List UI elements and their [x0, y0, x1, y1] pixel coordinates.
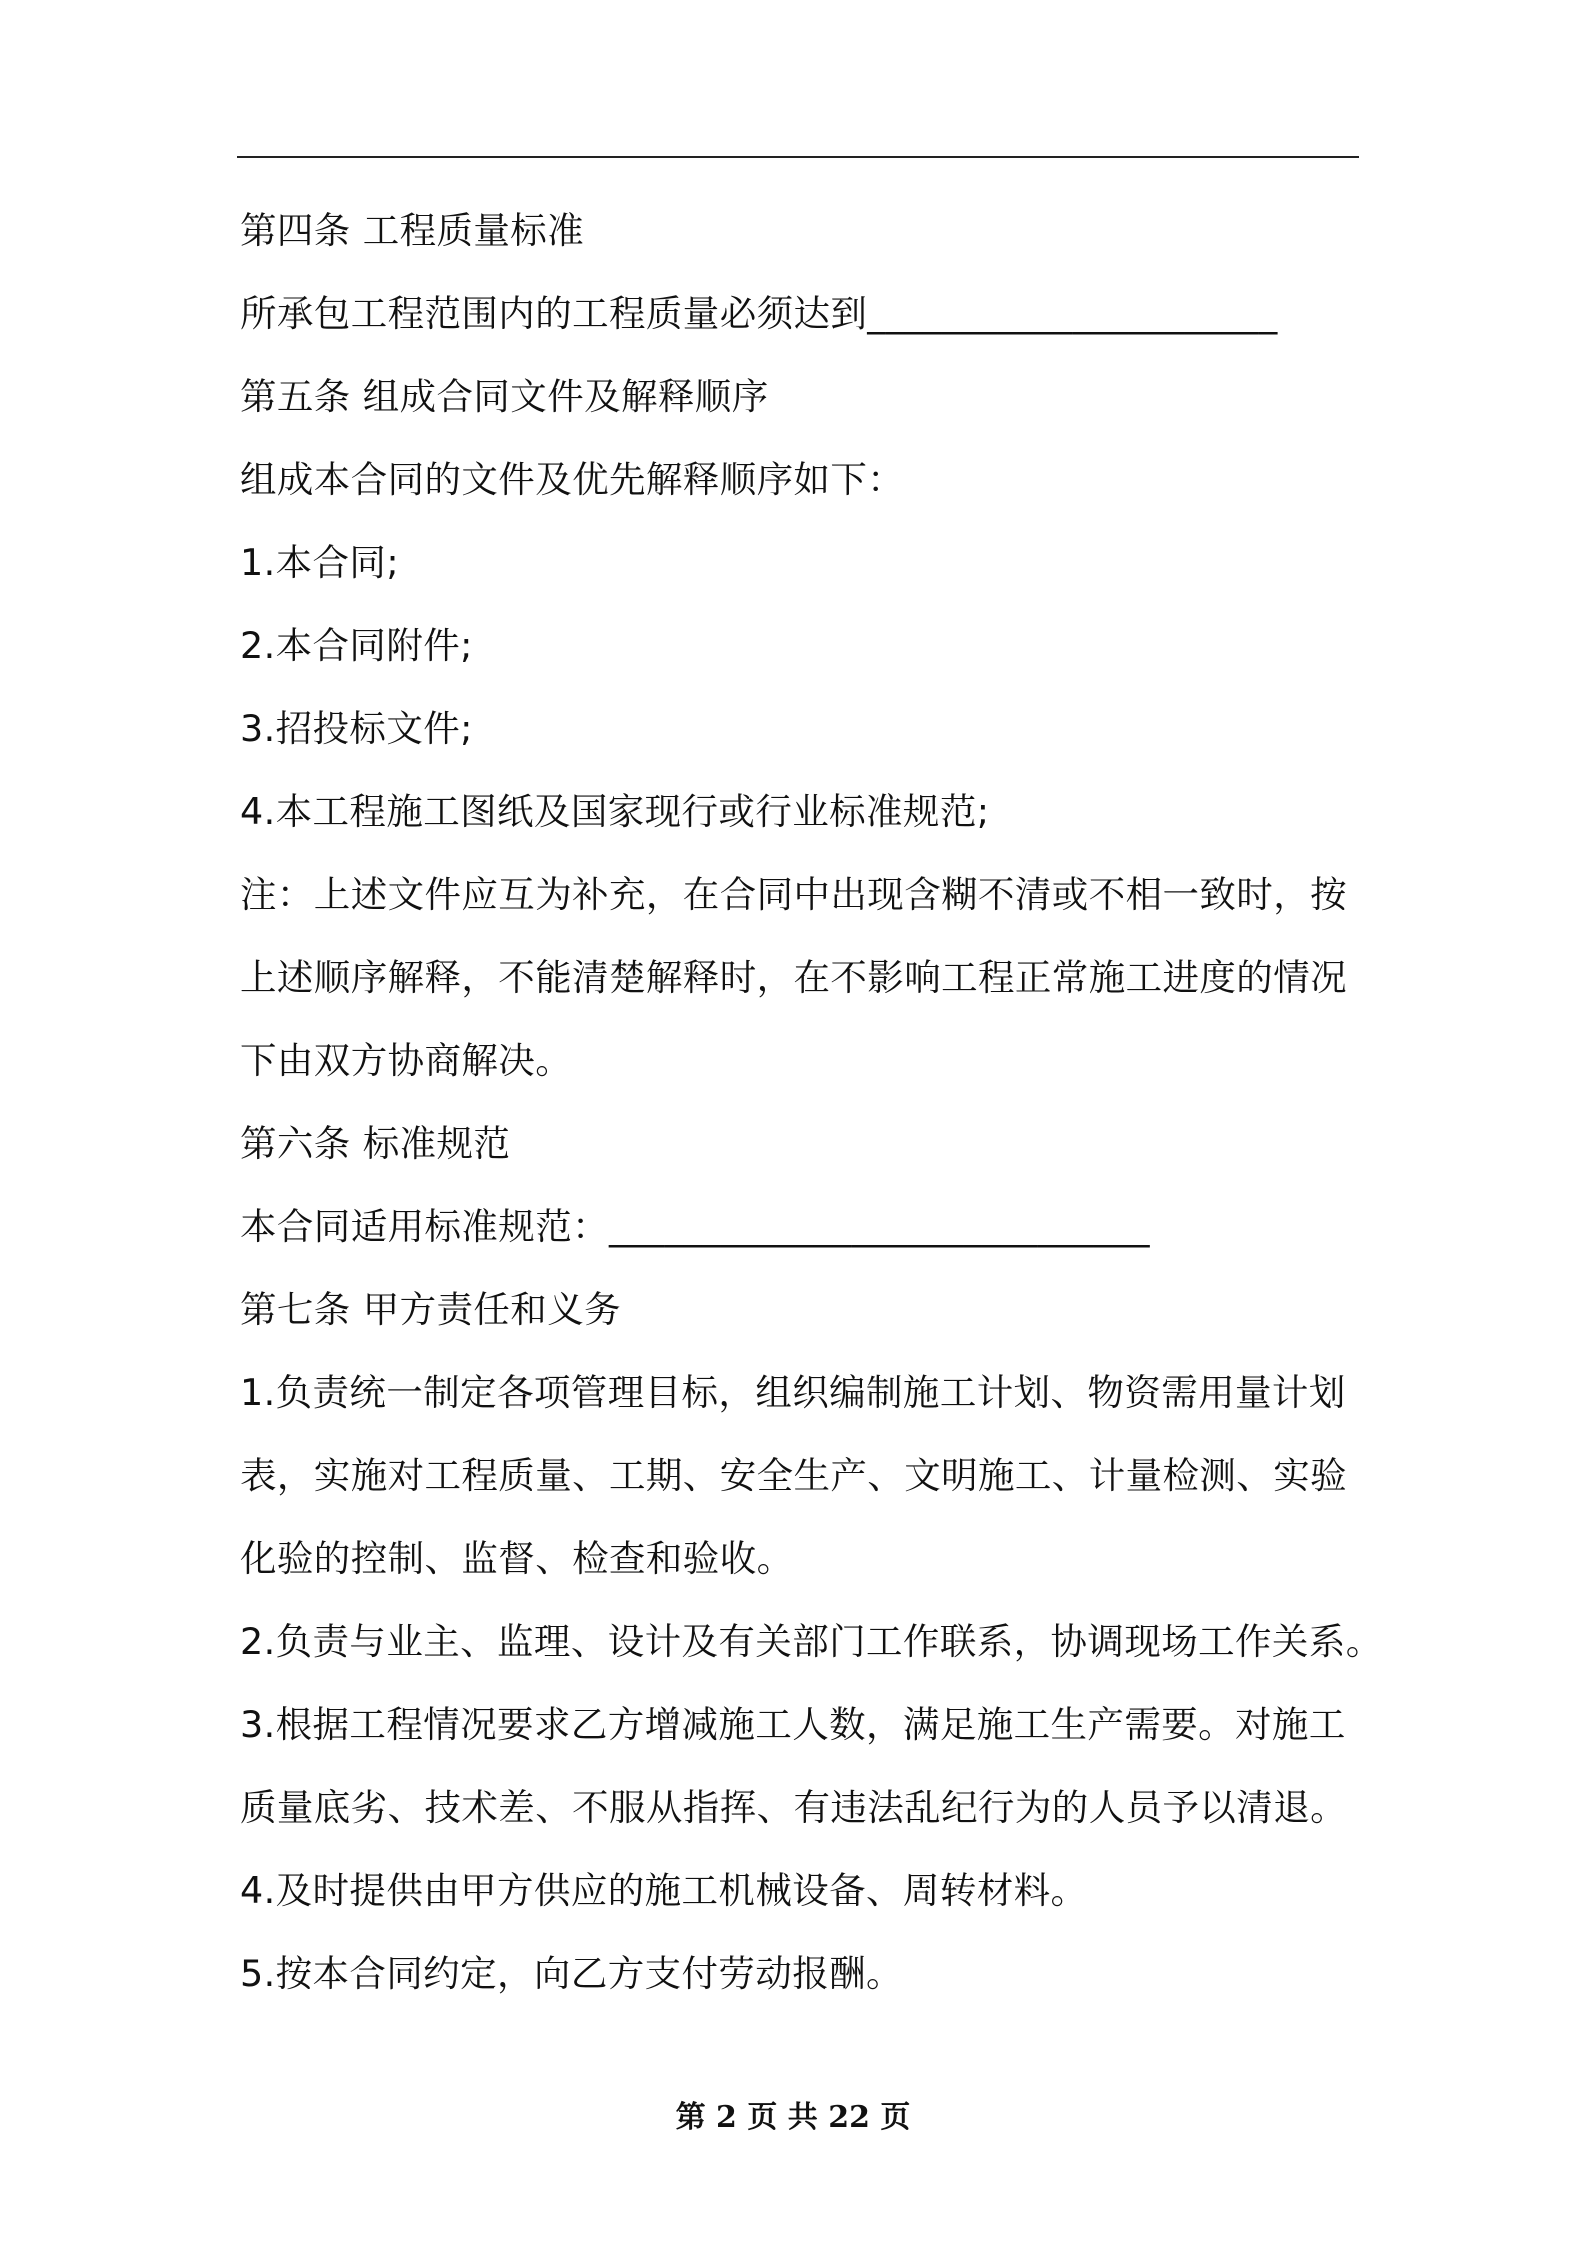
list-item: 2.本合同附件;: [240, 624, 473, 667]
article-4-heading: 第四条 工程质量标准: [240, 209, 585, 252]
header-rule: [237, 156, 1359, 158]
document-order-intro: 组成本合同的文件及优先解释顺序如下：: [240, 458, 905, 501]
list-item: 1.负责统一制定各项管理目标，组织编制施工计划、物资需用量计划: [240, 1371, 1346, 1414]
article-6-heading: 第六条 标准规范: [240, 1122, 511, 1165]
page-number: 第 2 页 共 22 页: [675, 2100, 911, 2135]
page-footer: [0, 2098, 1586, 2138]
article-5-heading: 第五条 组成合同文件及解释顺序: [240, 375, 769, 418]
note-paragraph-line: 上述顺序解释，不能清楚解释时，在不影响工程正常施工进度的情况: [240, 956, 1347, 999]
list-item: 3.招投标文件;: [240, 707, 473, 750]
quality-standard-line: 所承包工程范围内的工程质量必须达到______________________: [240, 292, 1278, 335]
list-item: 4.及时提供由甲方供应的施工机械设备、周转材料。: [240, 1869, 1088, 1912]
list-item-continuation: 表，实施对工程质量、工期、安全生产、文明施工、计量检测、实验: [240, 1454, 1347, 1497]
list-item: 2.负责与业主、监理、设计及有关部门工作联系，协调现场工作关系。: [240, 1620, 1383, 1663]
list-item-continuation: 质量底劣、技术差、不服从指挥、有违法乱纪行为的人员予以清退。: [240, 1786, 1347, 1829]
note-paragraph-line: 下由双方协商解决。: [240, 1039, 573, 1082]
list-item: 4.本工程施工图纸及国家现行或行业标准规范;: [240, 790, 990, 833]
list-item: 3.根据工程情况要求乙方增减施工人数，满足施工生产需要。对施工: [240, 1703, 1346, 1746]
applicable-standards-line: 本合同适用标准规范：_____________________________: [240, 1205, 1150, 1248]
list-item: 1.本合同;: [240, 541, 400, 584]
list-item: 5.按本合同约定，向乙方支付劳动报酬。: [240, 1952, 903, 1995]
list-item-continuation: 化验的控制、监督、检查和验收。: [240, 1537, 794, 1580]
article-7-heading: 第七条 甲方责任和义务: [240, 1288, 622, 1331]
note-paragraph-line: 注：上述文件应互为补充，在合同中出现含糊不清或不相一致时，按: [240, 873, 1347, 916]
